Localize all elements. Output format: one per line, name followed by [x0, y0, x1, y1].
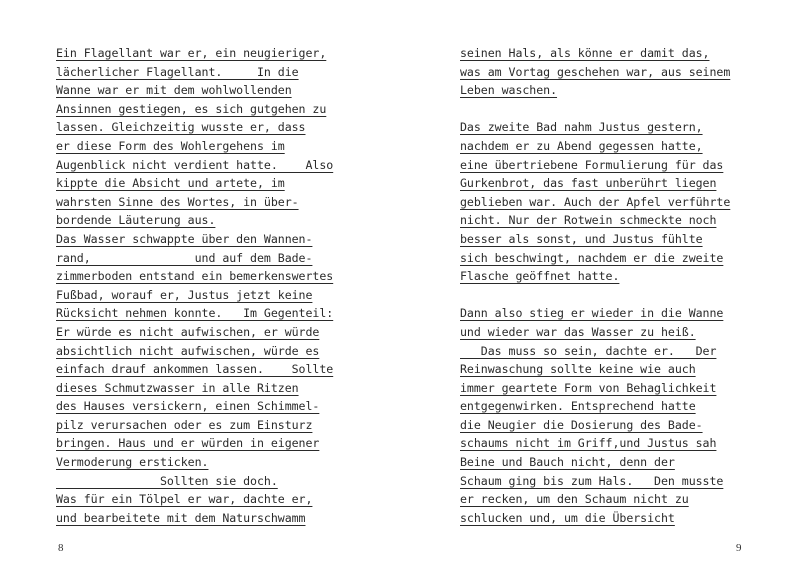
text-line: Ein Flagellant war er, ein neugieriger,	[56, 46, 327, 60]
text-line: Sollten sie doch.	[56, 473, 278, 488]
text-line: Schaum ging bis zum Hals. Den musste	[460, 473, 724, 488]
text-line: bordende Läuterung aus.	[56, 213, 216, 228]
text-line: Augenblick nicht verdient hatte. Also	[56, 157, 334, 172]
text-line: und bearbeitete mit dem Naturschwamm	[56, 510, 306, 525]
text-line: nicht. Nur der Rotwein schmeckte noch	[460, 213, 717, 228]
text-line: eine übertriebene Formulierung für das	[460, 157, 724, 172]
right-text-column	[460, 44, 760, 527]
text-line: Beine und Bauch nicht, denn der	[460, 455, 675, 470]
text-line: entgegenwirken. Entsprechend hatte	[460, 399, 696, 414]
text-line: sich beschwingt, nachdem er die zweite	[460, 250, 724, 265]
text-line: und wieder war das Wasser zu heiß.	[460, 324, 696, 339]
text-line: Rücksicht nehmen konnte. Im Gegenteil:	[56, 306, 334, 321]
text-line: zimmerboden entstand ein bemerkenswertes	[56, 269, 334, 284]
text-line: die Neugier die Dosierung des Bade-	[460, 417, 703, 432]
text-line: Das zweite Bad nahm Justus gestern,	[460, 120, 703, 135]
text-line: absichtlich nicht aufwischen, würde es	[56, 343, 320, 358]
text-line: Was für ein Tölpel er war, dachte er,	[56, 492, 313, 507]
page-number: 9	[736, 542, 742, 554]
text-line: Wanne war er mit dem wohlwollenden	[56, 83, 292, 98]
text-line: nachdem er zu Abend gegessen hatte,	[460, 138, 703, 153]
text-line: Er würde es nicht aufwischen, er würde	[56, 324, 320, 339]
text-line: bringen. Haus und er würden in eigener	[56, 436, 320, 451]
text-line: was am Vortag geschehen war, aus seinem	[460, 64, 731, 79]
text-line: des Hauses versickern, einen Schimmel-	[56, 399, 320, 414]
text-line: Das Wasser schwappte über den Wannen-	[56, 231, 313, 246]
text-line: Fußbad, worauf er, Justus jetzt keine	[56, 287, 313, 302]
text-line: besser als sonst, und Justus fühlte	[460, 231, 703, 246]
text-line: geblieben war. Auch der Apfel verführte	[460, 194, 731, 209]
text-line: Ansinnen gestiegen, es sich gutgehen zu	[56, 101, 327, 116]
page-number: 8	[58, 542, 64, 554]
text-line: lächerlicher Flagellant. In die	[56, 64, 299, 79]
text-line: Flasche geöffnet hatte.	[460, 269, 620, 284]
text-line: Vermoderung ersticken.	[56, 455, 209, 470]
text-line: er recken, um den Schaum nicht zu	[460, 492, 689, 507]
text-line: dieses Schmutzwasser in alle Ritzen	[56, 380, 299, 395]
text-line: Das muss so sein, dachte er. Der	[460, 343, 717, 358]
text-line: Reinwaschung sollte keine wie auch	[460, 362, 696, 377]
text-line: Leben waschen.	[460, 83, 558, 98]
text-line: kippte die Absicht und artete, im	[56, 176, 285, 191]
text-line: immer geartete Form von Behaglichkeit	[460, 380, 717, 395]
text-line: schlucken und, um die Übersicht	[460, 510, 675, 525]
paragraph-gap	[460, 286, 760, 305]
left-text-column	[56, 44, 356, 527]
text-line: rand, und auf dem Bade-	[56, 250, 313, 265]
text-line: wahrsten Sinne des Wortes, in über-	[56, 194, 299, 209]
text-line: seinen Hals, als könne er damit das,	[460, 46, 710, 60]
right-page	[400, 0, 800, 585]
text-line: schaums nicht im Griff,und Justus sah	[460, 436, 717, 451]
text-line: er diese Form des Wohlergehens im	[56, 138, 285, 153]
text-line: Dann also stieg er wieder in die Wanne	[460, 306, 724, 321]
text-line: pilz verursachen oder es zum Einsturz	[56, 417, 313, 432]
paragraph-gap	[460, 100, 760, 119]
text-line: Gurkenbrot, das fast unberührt liegen	[460, 176, 717, 191]
text-line: einfach drauf ankommen lassen. Sollte	[56, 362, 334, 377]
text-line: lassen. Gleichzeitig wusste er, dass	[56, 120, 306, 135]
